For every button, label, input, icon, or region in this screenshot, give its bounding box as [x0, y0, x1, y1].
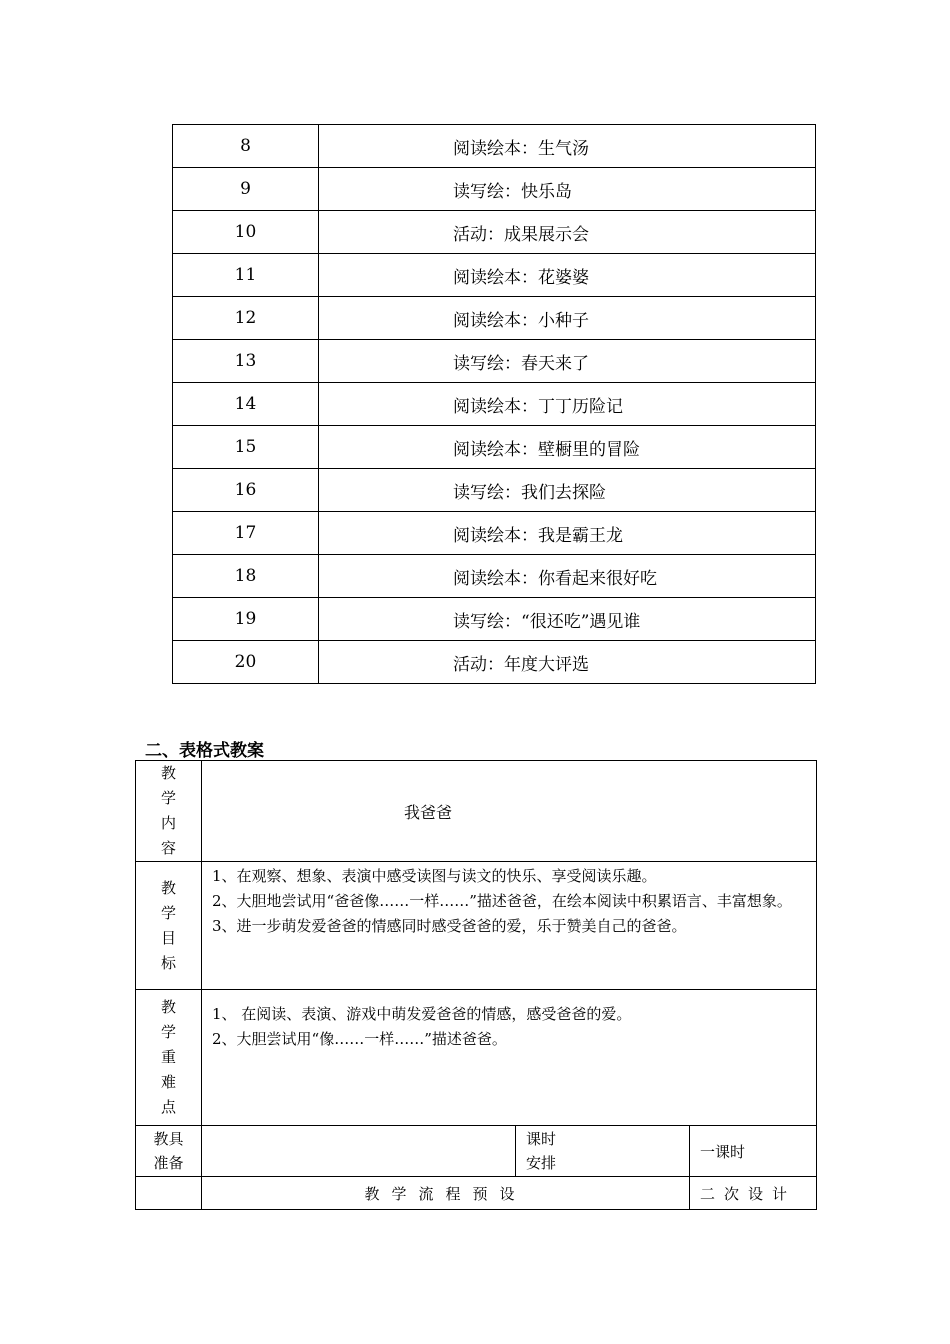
key-point-2: 2、大胆尝试用“像……一样……”描述爸爸。	[212, 1030, 507, 1048]
lesson-title: 读写绘：我们去探险	[319, 469, 816, 512]
lesson-number: 16	[173, 469, 319, 512]
lesson-number: 19	[173, 598, 319, 641]
lesson-title: 阅读绘本：花婆婆	[319, 254, 816, 297]
lesson-number: 20	[173, 641, 319, 684]
lesson-number: 8	[173, 125, 319, 168]
lesson-title: 阅读绘本：小种子	[319, 297, 816, 340]
lesson-title: 活动：年度大评选	[319, 641, 816, 684]
lesson-number: 17	[173, 512, 319, 555]
schedule-row	[173, 168, 816, 211]
period-label: 课时 安排	[516, 1126, 690, 1177]
schedule-row	[173, 383, 816, 426]
schedule-row	[173, 426, 816, 469]
lesson-number: 12	[173, 297, 319, 340]
schedule-row	[173, 512, 816, 555]
section-heading: 二、表格式教案	[145, 741, 264, 761]
schedule-row	[173, 125, 816, 168]
lesson-title: 活动：成果展示会	[319, 211, 816, 254]
redesign-label: 二次设计	[690, 1177, 817, 1210]
teaching-tools-value	[202, 1126, 516, 1177]
lesson-number: 18	[173, 555, 319, 598]
teaching-content-row	[136, 761, 817, 862]
lesson-number: 10	[173, 211, 319, 254]
lesson-number: 15	[173, 426, 319, 469]
goal-item-3: 3、进一步萌发爱爸爸的情感同时感受爸爸的爱，乐于赞美自己的爸爸。	[212, 917, 687, 935]
lesson-plan-table	[135, 760, 817, 1210]
lesson-title: 阅读绘本：生气汤	[319, 125, 816, 168]
lesson-number: 11	[173, 254, 319, 297]
teaching-tools-label: 教具 准备	[136, 1126, 202, 1177]
teaching-flow-label: 教学流程预设	[202, 1177, 690, 1210]
goal-item-1: 1、在观察、想象、表演中感受读图与读文的快乐、享受阅读乐趣。	[212, 867, 657, 885]
period-value: 一课时	[690, 1126, 817, 1177]
lesson-title: 读写绘：春天来了	[319, 340, 816, 383]
key-points-text	[202, 990, 817, 1126]
flow-blank-cell	[136, 1177, 202, 1210]
lesson-title: 读写绘：“很还吃”遇见谁	[319, 598, 816, 641]
schedule-row	[173, 297, 816, 340]
schedule-row	[173, 211, 816, 254]
lesson-number: 13	[173, 340, 319, 383]
course-schedule-table	[172, 124, 816, 684]
key-points-row	[136, 990, 817, 1126]
lesson-title: 阅读绘本：丁丁历险记	[319, 383, 816, 426]
lesson-title: 读写绘：快乐岛	[319, 168, 816, 211]
schedule-body	[173, 125, 816, 684]
schedule-row	[173, 555, 816, 598]
lesson-title: 阅读绘本：壁橱里的冒险	[319, 426, 816, 469]
teaching-content-label: 教 学 内 容	[136, 761, 202, 862]
flow-row	[136, 1177, 817, 1210]
teaching-goals-row	[136, 862, 817, 990]
goal-item-2: 2、大胆地尝试用“爸爸像……一样……”描述爸爸，在绘本阅读中积累语言、丰富想象。	[212, 892, 792, 910]
schedule-row	[173, 340, 816, 383]
lesson-number: 9	[173, 168, 319, 211]
lesson-number: 14	[173, 383, 319, 426]
tools-period-row	[136, 1126, 817, 1177]
teaching-goals-text	[202, 862, 817, 990]
teaching-content-value: 我爸爸	[202, 761, 817, 862]
schedule-row	[173, 254, 816, 297]
schedule-row	[173, 598, 816, 641]
key-points-label: 教 学 重 难 点	[136, 990, 202, 1126]
key-point-1: 1、 在阅读、表演、游戏中萌发爱爸爸的情感，感受爸爸的爱。	[212, 1005, 632, 1023]
teaching-goals-label: 教 学 目 标	[136, 862, 202, 990]
lesson-title: 阅读绘本：我是霸王龙	[319, 512, 816, 555]
lesson-title: 阅读绘本：你看起来很好吃	[319, 555, 816, 598]
schedule-row	[173, 469, 816, 512]
schedule-row	[173, 641, 816, 684]
